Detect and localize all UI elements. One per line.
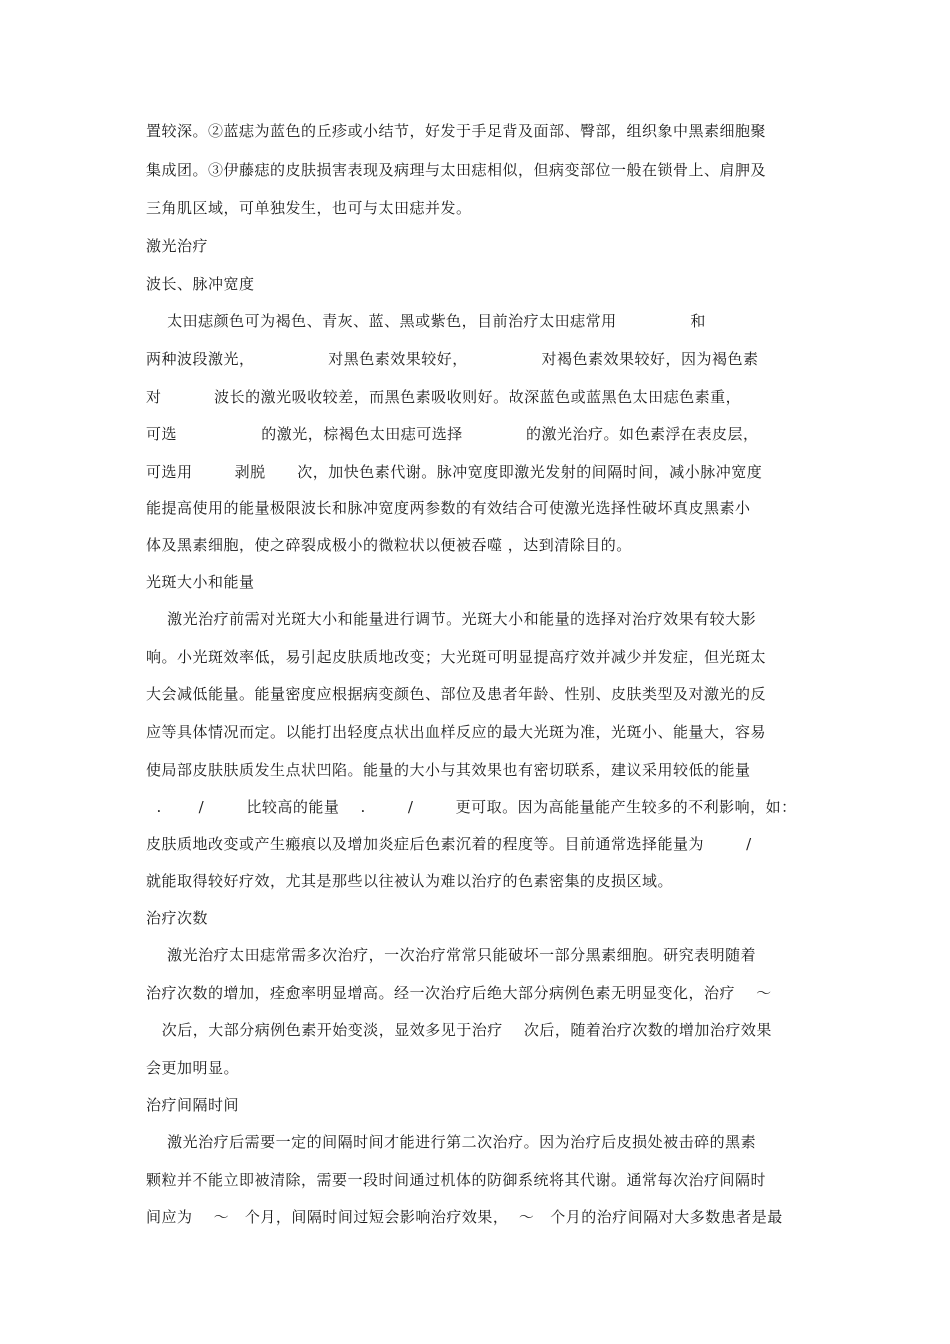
paragraph-line: 激光治疗太田痣常需多次治疗，一次治疗常常只能破坏一部分黑素细胞。研究表明随着 <box>146 946 757 964</box>
paragraph-line: 间应为 ～ 个月，间隔时间过短会影响治疗效果， ～ 个月的治疗间隔对大多数患者是最 <box>146 1208 783 1226</box>
paragraph-line: 使局部皮肤肤质发生点状凹陷。能量的大小与其效果也有密切联系，建议采用较低的能量 <box>146 761 751 779</box>
paragraph-line: 三角肌区域，可单独发生，也可与太田痣并发。 <box>146 199 472 217</box>
paragraph-line: 可选用 剥脱 次，加快色素代谢。脉冲宽度即激光发射的间隔时间，减小脉冲宽度 <box>146 463 763 481</box>
section-heading: 波长、脉冲宽度 <box>146 275 255 293</box>
paragraph-line: 颗粒并不能立即被清除，需要一段时间通过机体的防御系统将其代谢。通常每次治疗间隔时 <box>146 1171 767 1189</box>
paragraph-line: 会更加明显。 <box>146 1059 240 1077</box>
paragraph-line: 治疗次数的增加，痊愈率明显增高。经一次治疗后绝大部分病例色素无明显变化，治疗 ～ <box>146 984 772 1002</box>
paragraph-line: 次后，大部分病例色素开始变淡，显效多见于治疗 次后，随着治疗次数的增加治疗效果 <box>146 1021 772 1039</box>
paragraph-line: 对 波长的激光吸收较差，而黑色素吸收则好。故深蓝色或蓝黑色太田痣色素重， <box>146 388 742 406</box>
paragraph-line: 响。小光斑效率低，易引起皮肤质地改变；大光斑可明显提高疗效并减少并发症，但光斑太 <box>146 648 767 666</box>
paragraph-line: 大会减低能量。能量密度应根据病变颜色、部位及患者年龄、性别、皮肤类型及对激光的反 <box>146 685 767 703</box>
paragraph-line: 太田痣颜色可为褐色、青灰、蓝、黑或紫色，目前治疗太田痣常用 和 <box>146 312 706 330</box>
paragraph-line: 可选 的激光，棕褐色太田痣可选择 的激光治疗。如色素浮在表皮层， <box>146 425 759 443</box>
paragraph-line: 皮肤质地改变或产生瘢痕以及增加炎症后色素沉着的程度等。目前通常选择能量为 / <box>146 835 752 853</box>
paragraph-line: 集成团。③伊藤痣的皮肤损害表现及病理与太田痣相似，但病变部位一般在锁骨上、肩胛及 <box>146 161 767 179</box>
section-heading: 光斑大小和能量 <box>146 573 255 591</box>
paragraph-line: 激光治疗后需要一定的间隔时间才能进行第二次治疗。因为治疗后皮损处被击碎的黑素 <box>146 1133 757 1151</box>
section-heading: 治疗间隔时间 <box>146 1096 240 1114</box>
section-heading: 激光治疗 <box>146 237 209 255</box>
paragraph-line: 两种波段激光， 对黑色素效果较好， 对褐色素效果较好，因为褐色素 <box>146 350 759 368</box>
paragraph-line: 激光治疗前需对光斑大小和能量进行调节。光斑大小和能量的选择对治疗效果有较大影 <box>146 610 757 628</box>
paragraph-line: 置较深。②蓝痣为蓝色的丘疹或小结节，好发于手足背及面部、臀部，组织象中黑素细胞聚 <box>146 122 767 140</box>
paragraph-line: 就能取得较好疗效，尤其是那些以往被认为难以治疗的色素密集的皮损区域。 <box>146 872 674 890</box>
paragraph-line: 体及黑素细胞，使之碎裂成极小的微粒状以便被吞噬 ，达到清除目的。 <box>146 536 632 554</box>
paragraph-line: 能提高使用的能量极限波长和脉冲宽度两参数的有效结合可使激光选择性破坏真皮黑素小 <box>146 499 751 517</box>
section-heading: 治疗次数 <box>146 909 209 927</box>
paragraph-line: 应等具体情况而定。以能打出轻度点状出血样反应的最大光斑为准，光斑小、能量大，容易 <box>146 723 767 741</box>
paragraph-line: . / 比较高的能量 . / 更可取。因为高能量能产生较多的不利影响，如： <box>146 798 797 816</box>
